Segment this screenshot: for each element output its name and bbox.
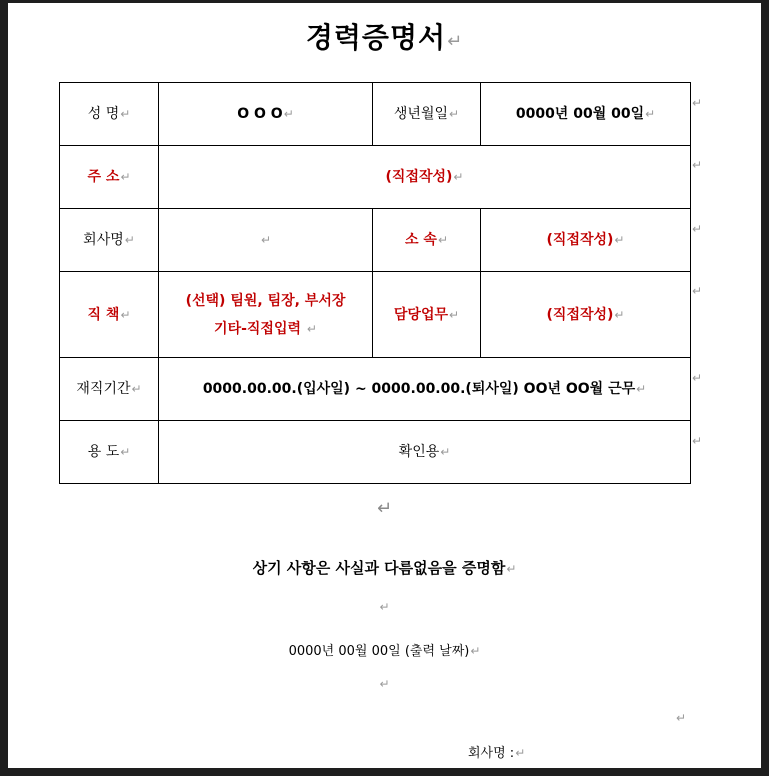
address-value: (직접작성) bbox=[385, 169, 453, 185]
purpose-value-cell[interactable] bbox=[159, 421, 691, 484]
issue-date bbox=[0, 640, 769, 659]
address-value-cell[interactable] bbox=[159, 146, 691, 209]
paragraph-mark-icon: ↵ bbox=[437, 233, 448, 247]
certification-statement bbox=[0, 557, 769, 578]
empty-paragraph-mark-icon: ↵ bbox=[376, 498, 393, 519]
table-row-purpose bbox=[60, 421, 691, 484]
row-end-mark-icon: ↵ bbox=[692, 434, 703, 448]
company-signature-line bbox=[468, 742, 525, 761]
table-row-period bbox=[60, 358, 691, 421]
name-value: O O O bbox=[237, 106, 283, 122]
row-end-mark-icon: ↵ bbox=[692, 96, 703, 110]
paragraph-mark-icon: ↵ bbox=[506, 562, 517, 576]
name-label-cell bbox=[60, 83, 159, 146]
document-title bbox=[0, 16, 769, 56]
paragraph-mark-icon: ↵ bbox=[449, 307, 460, 322]
row-end-mark-icon: ↵ bbox=[692, 222, 703, 236]
row-end-mark-icon: ↵ bbox=[692, 158, 703, 172]
table-row-name bbox=[60, 83, 691, 146]
paragraph-mark-icon: ↵ bbox=[124, 233, 135, 247]
empty-paragraph-mark-icon: ↵ bbox=[676, 711, 687, 725]
position-label-cell bbox=[60, 272, 159, 358]
paragraph-mark-icon: ↵ bbox=[120, 307, 131, 322]
duty-label: 담당업무 bbox=[393, 306, 449, 323]
name-value-cell[interactable] bbox=[159, 83, 373, 146]
paragraph-mark-icon: ↵ bbox=[614, 233, 625, 247]
paragraph-mark-icon: ↵ bbox=[636, 382, 647, 396]
address-label-cell bbox=[60, 146, 159, 209]
birth-value: 0000년 00월 00일 bbox=[515, 106, 645, 122]
company-sign-label: 회사명 : bbox=[468, 746, 515, 761]
birth-label-cell bbox=[373, 83, 481, 146]
paragraph-mark-icon: ↵ bbox=[120, 445, 131, 459]
table-row-address bbox=[60, 146, 691, 209]
dept-value: (직접작성) bbox=[546, 232, 614, 248]
position-value-cell[interactable] bbox=[159, 272, 373, 358]
address-label: 주 소 bbox=[87, 169, 120, 185]
row-end-mark-icon: ↵ bbox=[692, 284, 703, 298]
purpose-label-cell bbox=[60, 421, 159, 484]
duty-label-cell bbox=[373, 272, 481, 358]
paragraph-mark-icon: ↵ bbox=[449, 107, 460, 121]
paragraph-mark-icon: ↵ bbox=[614, 307, 625, 322]
title-text: 경력증명서 bbox=[305, 21, 447, 54]
empty-paragraph-mark-icon: ↵ bbox=[379, 677, 390, 691]
dept-label-cell bbox=[373, 209, 481, 272]
empty-paragraph-mark-icon: ↵ bbox=[379, 600, 390, 614]
period-label: 재직기간 bbox=[76, 381, 131, 397]
period-label-cell bbox=[60, 358, 159, 421]
table-row-company bbox=[60, 209, 691, 272]
position-value-line2: 기타-직접입력 bbox=[214, 320, 302, 337]
paragraph-mark-icon: ↵ bbox=[447, 31, 464, 52]
row-end-mark-icon: ↵ bbox=[692, 371, 703, 385]
name-label: 성 명 bbox=[87, 106, 120, 122]
duty-value: (직접작성) bbox=[546, 306, 614, 323]
paragraph-mark-icon: ↵ bbox=[283, 107, 294, 121]
statement-text: 상기 사항은 사실과 다름없음을 증명함 bbox=[252, 559, 506, 577]
birth-value-cell[interactable] bbox=[481, 83, 691, 146]
paragraph-mark-icon: ↵ bbox=[306, 321, 317, 336]
paragraph-mark-icon: ↵ bbox=[131, 382, 142, 396]
period-value: 0000.00.00.(입사일) ~ 0000.00.00.(퇴사일) OO년 OO월 근무 bbox=[202, 381, 636, 397]
paragraph-mark-icon: ↵ bbox=[453, 170, 464, 184]
paragraph-mark-icon: ↵ bbox=[120, 107, 131, 121]
paragraph-mark-icon: ↵ bbox=[440, 445, 451, 459]
paragraph-mark-icon: ↵ bbox=[645, 107, 656, 121]
table-row-position bbox=[60, 272, 691, 358]
purpose-value: 확인용 bbox=[398, 444, 440, 460]
position-label: 직 책 bbox=[87, 306, 120, 323]
paragraph-mark-icon: ↵ bbox=[260, 233, 272, 247]
duty-value-cell[interactable] bbox=[481, 272, 691, 358]
birth-label: 생년월일 bbox=[393, 106, 449, 122]
issue-date-text: 0000년 00월 00일 (출력 날짜) bbox=[288, 644, 470, 659]
paragraph-mark-icon: ↵ bbox=[515, 746, 526, 760]
purpose-label: 용 도 bbox=[87, 444, 120, 460]
paragraph-mark-icon: ↵ bbox=[470, 644, 481, 658]
dept-value-cell[interactable] bbox=[481, 209, 691, 272]
company-label: 회사명 bbox=[83, 232, 124, 248]
period-value-cell[interactable] bbox=[159, 358, 691, 421]
dept-label: 소 속 bbox=[405, 232, 437, 248]
position-value-line1: (선택) 팀원, 팀장, 부서장 bbox=[185, 292, 346, 309]
company-value-cell[interactable] bbox=[159, 209, 373, 272]
certificate-table bbox=[59, 82, 691, 484]
company-label-cell bbox=[60, 209, 159, 272]
paragraph-mark-icon: ↵ bbox=[120, 170, 131, 184]
